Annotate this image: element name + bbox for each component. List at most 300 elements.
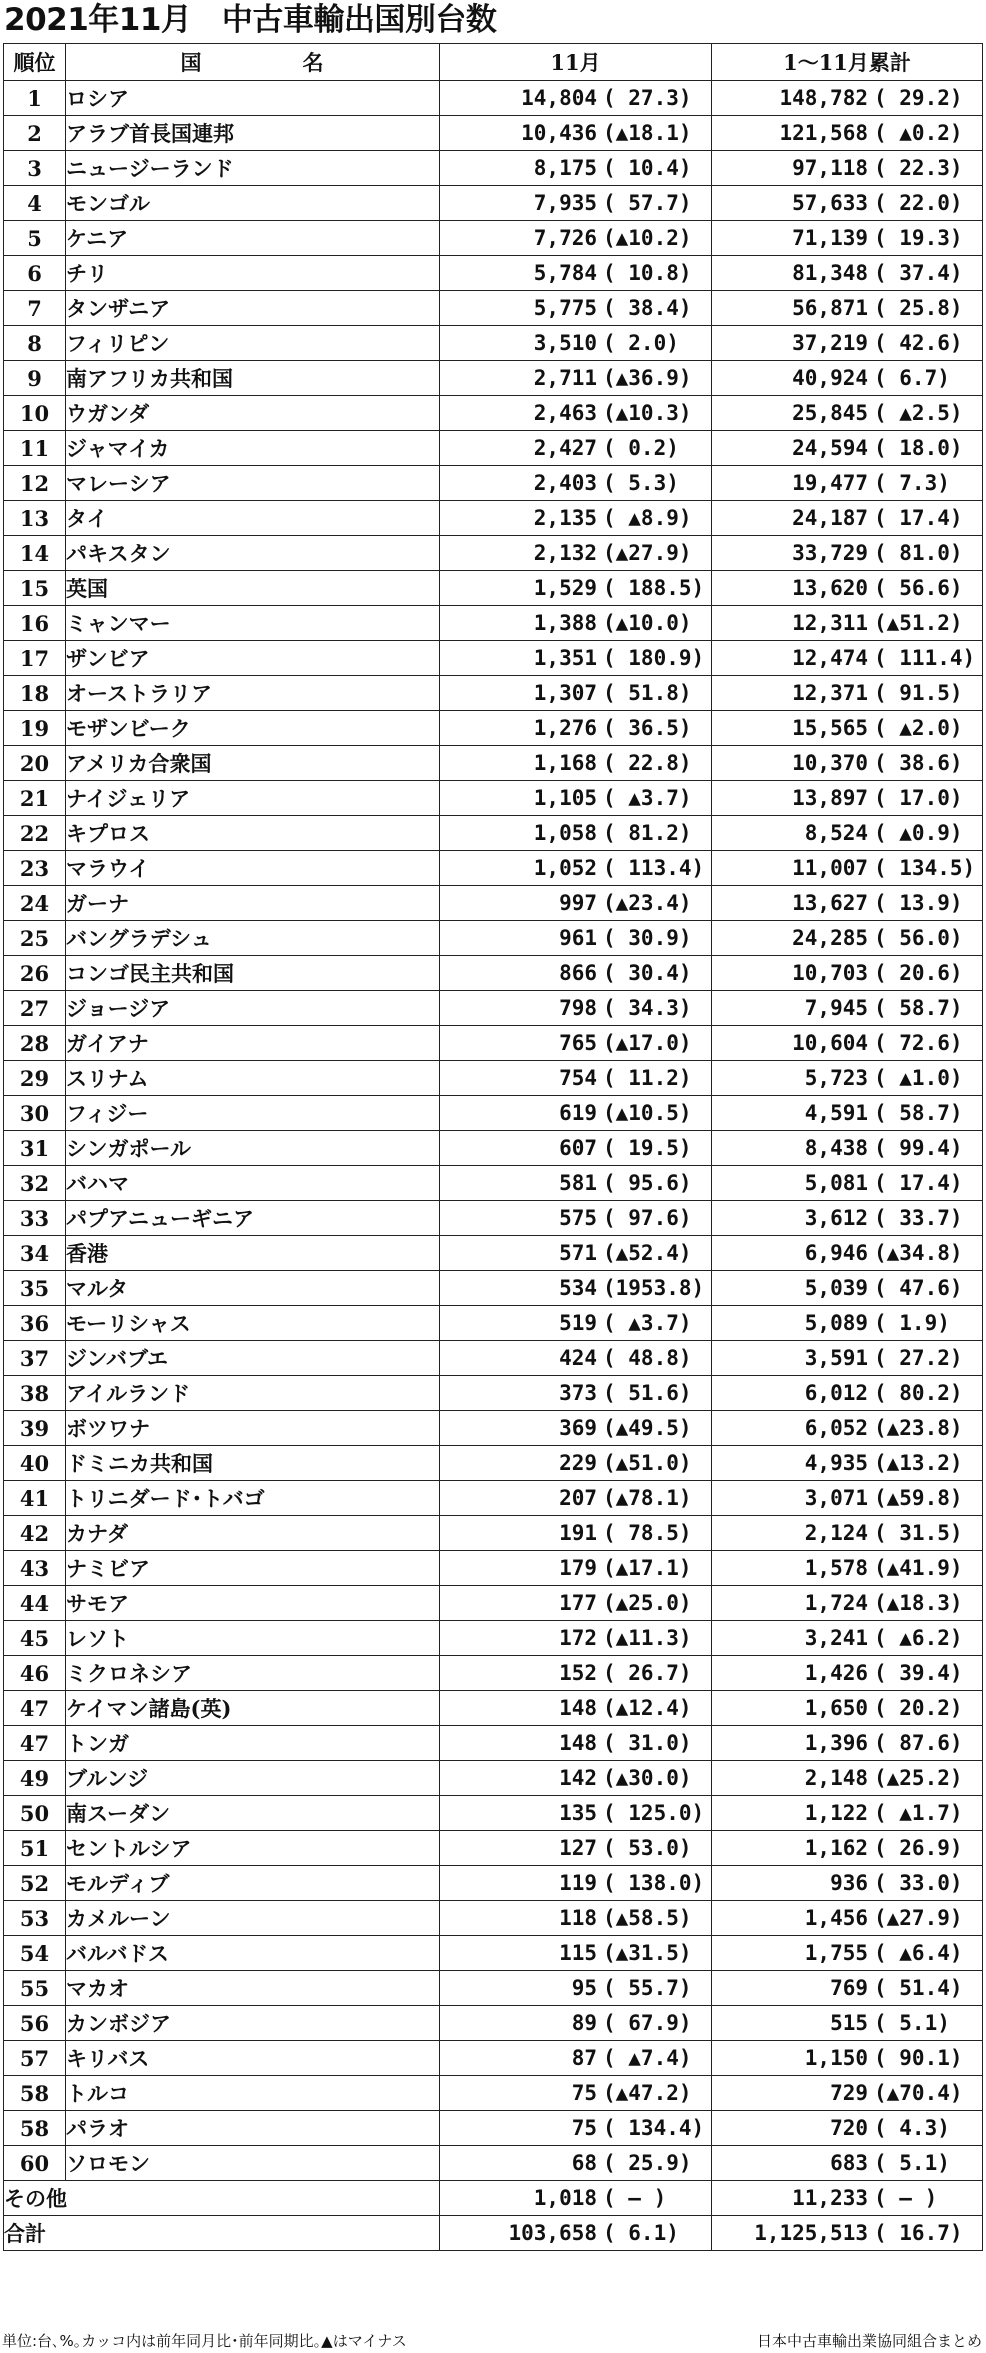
ytd-pct: ( 58.7) <box>874 1101 963 1125</box>
month-cell <box>440 291 712 326</box>
month-cell <box>440 536 712 571</box>
others-month-pct: ( ― ) <box>603 2186 667 2210</box>
month-value: 75 <box>571 2116 597 2140</box>
rank-cell: 46 <box>4 1656 66 1691</box>
month-value: 172 <box>559 1626 597 1650</box>
others-ytd-pct: ( ― ) <box>874 2186 938 2210</box>
table-row <box>4 1586 983 1621</box>
ytd-value: 121,568 <box>779 121 868 145</box>
month-pct: (▲31.5) <box>603 1941 692 1965</box>
month-value: 1,529 <box>533 576 597 600</box>
table-row <box>4 1271 983 1306</box>
month-cell <box>440 221 712 256</box>
rank-cell: 6 <box>4 256 66 291</box>
month-value: 118 <box>559 1906 597 1930</box>
country-cell: バングラデシュ <box>66 921 440 956</box>
month-cell <box>440 1306 712 1341</box>
ytd-value: 13,620 <box>792 576 868 600</box>
rank-cell: 34 <box>4 1236 66 1271</box>
header-rank: 順位 <box>4 44 66 81</box>
ytd-pct: (▲59.8) <box>874 1486 963 1510</box>
ytd-cell <box>712 571 983 606</box>
month-cell <box>440 2111 712 2146</box>
ytd-value: 10,370 <box>792 751 868 775</box>
rank-cell: 25 <box>4 921 66 956</box>
table-row <box>4 1901 983 1936</box>
ytd-cell <box>712 606 983 641</box>
ytd-value: 2,124 <box>804 1521 868 1545</box>
rank-cell: 13 <box>4 501 66 536</box>
ytd-cell <box>712 1481 983 1516</box>
ytd-cell <box>712 1096 983 1131</box>
rank-cell: 9 <box>4 361 66 396</box>
month-pct: ( 11.2) <box>603 1066 692 1090</box>
month-cell <box>440 1376 712 1411</box>
country-cell: ナイジェリア <box>66 781 440 816</box>
total-ytd-pct: ( 16.7) <box>874 2221 963 2245</box>
month-value: 148 <box>559 1731 597 1755</box>
ytd-value: 148,782 <box>779 86 868 110</box>
country-cell: 英国 <box>66 571 440 606</box>
country-cell: 南スーダン <box>66 1796 440 1831</box>
table-row <box>4 431 983 466</box>
table-row <box>4 1026 983 1061</box>
ytd-pct: ( 111.4) <box>874 646 976 670</box>
month-pct: (▲17.1) <box>603 1556 692 1580</box>
ytd-value: 56,871 <box>792 296 868 320</box>
table-row <box>4 2006 983 2041</box>
ytd-value: 13,897 <box>792 786 868 810</box>
table-body <box>4 81 983 2181</box>
month-cell <box>440 2076 712 2111</box>
rank-cell: 15 <box>4 571 66 606</box>
ytd-cell <box>712 431 983 466</box>
month-pct: ( 125.0) <box>603 1801 705 1825</box>
rank-cell: 54 <box>4 1936 66 1971</box>
others-ytd <box>712 2181 983 2216</box>
table-row <box>4 81 983 116</box>
country-cell: ミクロネシア <box>66 1656 440 1691</box>
others-label: その他 <box>4 2181 440 2216</box>
month-pct: ( 10.4) <box>603 156 692 180</box>
month-cell <box>440 256 712 291</box>
month-cell <box>440 151 712 186</box>
month-cell <box>440 431 712 466</box>
total-ytd-value: 1,125,513 <box>754 2221 868 2245</box>
ytd-pct: ( 134.5) <box>874 856 976 880</box>
ytd-pct: ( 22.3) <box>874 156 963 180</box>
rank-cell: 39 <box>4 1411 66 1446</box>
country-cell: ジンバブエ <box>66 1341 440 1376</box>
month-cell <box>440 2146 712 2181</box>
country-cell: タイ <box>66 501 440 536</box>
rank-cell: 44 <box>4 1586 66 1621</box>
table-row <box>4 676 983 711</box>
month-value: 7,726 <box>533 226 597 250</box>
table-row <box>4 711 983 746</box>
ytd-pct: ( 6.7) <box>874 366 950 390</box>
ytd-cell <box>712 2146 983 2181</box>
ytd-pct: (▲41.9) <box>874 1556 963 1580</box>
rank-cell: 58 <box>4 2076 66 2111</box>
month-value: 575 <box>559 1206 597 1230</box>
month-pct: ( 51.6) <box>603 1381 692 1405</box>
table-row <box>4 1236 983 1271</box>
country-cell: キリバス <box>66 2041 440 2076</box>
ytd-value: 6,012 <box>804 1381 868 1405</box>
table-row <box>4 2146 983 2181</box>
ytd-cell <box>712 1376 983 1411</box>
month-cell <box>440 1796 712 1831</box>
month-pct: ( 0.2) <box>603 436 679 460</box>
ytd-value: 936 <box>830 1871 868 1895</box>
ytd-pct: ( ▲1.0) <box>874 1066 963 1090</box>
rank-cell: 45 <box>4 1621 66 1656</box>
country-cell: コンゴ民主共和国 <box>66 956 440 991</box>
country-cell: モザンビーク <box>66 711 440 746</box>
ytd-value: 515 <box>830 2011 868 2035</box>
month-pct: (▲17.0) <box>603 1031 692 1055</box>
table-row <box>4 571 983 606</box>
month-pct: ( 95.6) <box>603 1171 692 1195</box>
month-pct: ( 5.3) <box>603 471 679 495</box>
table-row <box>4 1481 983 1516</box>
table-row <box>4 991 983 1026</box>
month-value: 866 <box>559 961 597 985</box>
header-country-b: 名 <box>302 50 325 75</box>
table-row <box>4 1831 983 1866</box>
month-cell <box>440 1761 712 1796</box>
ytd-pct: (▲25.2) <box>874 1766 963 1790</box>
ytd-cell <box>712 851 983 886</box>
rank-cell: 16 <box>4 606 66 641</box>
month-pct: ( 26.7) <box>603 1661 692 1685</box>
table-row <box>4 186 983 221</box>
total-ytd <box>712 2216 983 2251</box>
month-cell <box>440 1411 712 1446</box>
table-row <box>4 2111 983 2146</box>
ytd-pct: ( 17.4) <box>874 506 963 530</box>
ytd-value: 40,924 <box>792 366 868 390</box>
ytd-pct: (▲34.8) <box>874 1241 963 1265</box>
ytd-value: 13,627 <box>792 891 868 915</box>
ytd-value: 19,477 <box>792 471 868 495</box>
ytd-pct: (▲27.9) <box>874 1906 963 1930</box>
rank-cell: 18 <box>4 676 66 711</box>
country-cell: セントルシア <box>66 1831 440 1866</box>
ytd-cell <box>712 1131 983 1166</box>
rank-cell: 42 <box>4 1516 66 1551</box>
ytd-cell <box>712 1516 983 1551</box>
month-cell <box>440 1096 712 1131</box>
ytd-value: 57,633 <box>792 191 868 215</box>
others-month-value: 1,018 <box>533 2186 597 2210</box>
month-value: 1,105 <box>533 786 597 810</box>
month-pct: (▲23.4) <box>603 891 692 915</box>
month-cell <box>440 991 712 1026</box>
month-value: 765 <box>559 1031 597 1055</box>
month-cell <box>440 81 712 116</box>
month-value: 5,784 <box>533 261 597 285</box>
ytd-cell <box>712 641 983 676</box>
month-pct: ( 97.6) <box>603 1206 692 1230</box>
month-value: 1,058 <box>533 821 597 845</box>
ytd-cell <box>712 816 983 851</box>
month-value: 571 <box>559 1241 597 1265</box>
month-pct: (▲58.5) <box>603 1906 692 1930</box>
rank-cell: 27 <box>4 991 66 1026</box>
month-pct: (▲51.0) <box>603 1451 692 1475</box>
ytd-pct: ( 38.6) <box>874 751 963 775</box>
country-cell: フィリピン <box>66 326 440 361</box>
ytd-cell <box>712 1691 983 1726</box>
rank-cell: 51 <box>4 1831 66 1866</box>
ytd-value: 81,348 <box>792 261 868 285</box>
ytd-pct: ( 90.1) <box>874 2046 963 2070</box>
ytd-cell <box>712 291 983 326</box>
table-row <box>4 1551 983 1586</box>
month-value: 1,276 <box>533 716 597 740</box>
header-month: 11月 <box>440 44 712 81</box>
month-pct: (1953.8) <box>603 1276 705 1300</box>
ytd-value: 10,703 <box>792 961 868 985</box>
month-cell <box>440 956 712 991</box>
month-cell <box>440 186 712 221</box>
ytd-value: 1,150 <box>804 2046 868 2070</box>
ytd-value: 1,426 <box>804 1661 868 1685</box>
month-value: 607 <box>559 1136 597 1160</box>
ytd-cell <box>712 1306 983 1341</box>
table-row <box>4 1936 983 1971</box>
country-cell: 南アフリカ共和国 <box>66 361 440 396</box>
month-pct: ( 38.4) <box>603 296 692 320</box>
month-pct: ( 19.5) <box>603 1136 692 1160</box>
rank-cell: 49 <box>4 1761 66 1796</box>
table-row <box>4 326 983 361</box>
month-pct: ( 55.7) <box>603 1976 692 2000</box>
country-cell: ドミニカ共和国 <box>66 1446 440 1481</box>
month-pct: ( 48.8) <box>603 1346 692 1370</box>
table-row <box>4 116 983 151</box>
month-value: 14,804 <box>521 86 597 110</box>
ytd-cell <box>712 536 983 571</box>
month-cell <box>440 1586 712 1621</box>
rank-cell: 53 <box>4 1901 66 1936</box>
month-pct: ( 36.5) <box>603 716 692 740</box>
ytd-value: 5,723 <box>804 1066 868 1090</box>
ytd-pct: ( 37.4) <box>874 261 963 285</box>
table-row <box>4 1306 983 1341</box>
month-pct: (▲11.3) <box>603 1626 692 1650</box>
month-cell <box>440 466 712 501</box>
ytd-pct: ( 19.3) <box>874 226 963 250</box>
ytd-value: 6,052 <box>804 1416 868 1440</box>
rank-cell: 58 <box>4 2111 66 2146</box>
ytd-cell <box>712 396 983 431</box>
table-row <box>4 1796 983 1831</box>
table-row <box>4 536 983 571</box>
ytd-cell <box>712 1656 983 1691</box>
ytd-pct: ( 4.3) <box>874 2116 950 2140</box>
month-value: 754 <box>559 1066 597 1090</box>
table-row <box>4 1061 983 1096</box>
ytd-cell <box>712 1236 983 1271</box>
rank-cell: 41 <box>4 1481 66 1516</box>
month-value: 95 <box>571 1976 597 2000</box>
ytd-value: 24,285 <box>792 926 868 950</box>
ytd-pct: ( 17.0) <box>874 786 963 810</box>
country-cell: ソロモン <box>66 2146 440 2181</box>
export-table <box>3 43 983 2251</box>
country-cell: トルコ <box>66 2076 440 2111</box>
country-cell: パラオ <box>66 2111 440 2146</box>
month-cell <box>440 1131 712 1166</box>
month-cell <box>440 1866 712 1901</box>
ytd-pct: ( 13.9) <box>874 891 963 915</box>
month-value: 373 <box>559 1381 597 1405</box>
rank-cell: 28 <box>4 1026 66 1061</box>
month-pct: (▲10.0) <box>603 611 692 635</box>
ytd-cell <box>712 746 983 781</box>
country-cell: パプアニューギニア <box>66 1201 440 1236</box>
others-row <box>4 2181 983 2216</box>
ytd-pct: ( 81.0) <box>874 541 963 565</box>
month-cell <box>440 641 712 676</box>
month-pct: (▲78.1) <box>603 1486 692 1510</box>
ytd-cell <box>712 1971 983 2006</box>
ytd-pct: ( 42.6) <box>874 331 963 355</box>
table-row <box>4 2041 983 2076</box>
rank-cell: 1 <box>4 81 66 116</box>
rank-cell: 36 <box>4 1306 66 1341</box>
month-pct: ( 31.0) <box>603 1731 692 1755</box>
month-pct: ( 30.4) <box>603 961 692 985</box>
month-value: 191 <box>559 1521 597 1545</box>
month-cell <box>440 1901 712 1936</box>
month-cell <box>440 1481 712 1516</box>
ytd-cell <box>712 2041 983 2076</box>
rank-cell: 7 <box>4 291 66 326</box>
rank-cell: 29 <box>4 1061 66 1096</box>
table-row <box>4 816 983 851</box>
month-pct: ( 53.0) <box>603 1836 692 1860</box>
rank-cell: 50 <box>4 1796 66 1831</box>
country-cell: ジャマイカ <box>66 431 440 466</box>
ytd-pct: ( 5.1) <box>874 2151 950 2175</box>
month-cell <box>440 1446 712 1481</box>
ytd-value: 683 <box>830 2151 868 2175</box>
table-row <box>4 886 983 921</box>
month-pct: (▲36.9) <box>603 366 692 390</box>
ytd-pct: ( ▲0.9) <box>874 821 963 845</box>
country-cell: バハマ <box>66 1166 440 1201</box>
month-pct: ( ▲8.9) <box>603 506 692 530</box>
month-cell <box>440 2006 712 2041</box>
month-value: 1,388 <box>533 611 597 635</box>
ytd-cell <box>712 186 983 221</box>
table-row <box>4 1761 983 1796</box>
ytd-cell <box>712 116 983 151</box>
month-pct: (▲18.1) <box>603 121 692 145</box>
country-cell: ケニア <box>66 221 440 256</box>
ytd-pct: ( 5.1) <box>874 2011 950 2035</box>
month-value: 10,436 <box>521 121 597 145</box>
rank-cell: 35 <box>4 1271 66 1306</box>
ytd-value: 10,604 <box>792 1031 868 1055</box>
rank-cell: 26 <box>4 956 66 991</box>
ytd-value: 24,187 <box>792 506 868 530</box>
month-value: 152 <box>559 1661 597 1685</box>
country-cell: ジョージア <box>66 991 440 1026</box>
month-pct: (▲47.2) <box>603 2081 692 2105</box>
ytd-pct: (▲18.3) <box>874 1591 963 1615</box>
month-pct: (▲10.5) <box>603 1101 692 1125</box>
country-cell: サモア <box>66 1586 440 1621</box>
page-title: 2021年11月 中古車輸出国別台数 <box>4 2 497 38</box>
month-cell <box>440 1061 712 1096</box>
country-cell: ニュージーランド <box>66 151 440 186</box>
ytd-pct: ( 56.0) <box>874 926 963 950</box>
ytd-value: 5,089 <box>804 1311 868 1335</box>
country-cell: ケイマン諸島(英) <box>66 1691 440 1726</box>
table-row <box>4 1516 983 1551</box>
others-month <box>440 2181 712 2216</box>
table-row <box>4 501 983 536</box>
rank-cell: 30 <box>4 1096 66 1131</box>
ytd-pct: ( 56.6) <box>874 576 963 600</box>
month-value: 534 <box>559 1276 597 1300</box>
country-cell: ガイアナ <box>66 1026 440 1061</box>
ytd-value: 769 <box>830 1976 868 2000</box>
month-cell <box>440 326 712 361</box>
ytd-pct: ( ▲6.2) <box>874 1626 963 1650</box>
rank-cell: 10 <box>4 396 66 431</box>
month-pct: (▲25.0) <box>603 1591 692 1615</box>
table-row <box>4 256 983 291</box>
ytd-pct: ( 29.2) <box>874 86 963 110</box>
ytd-cell <box>712 81 983 116</box>
total-row <box>4 2216 983 2251</box>
ytd-cell <box>712 1901 983 1936</box>
ytd-value: 12,311 <box>792 611 868 635</box>
ytd-value: 24,594 <box>792 436 868 460</box>
country-cell: モーリシャス <box>66 1306 440 1341</box>
country-cell: マルタ <box>66 1271 440 1306</box>
rank-cell: 23 <box>4 851 66 886</box>
table-row <box>4 361 983 396</box>
month-cell <box>440 676 712 711</box>
rank-cell: 55 <box>4 1971 66 2006</box>
ytd-pct: ( 18.0) <box>874 436 963 460</box>
month-cell <box>440 1271 712 1306</box>
ytd-value: 720 <box>830 2116 868 2140</box>
rank-cell: 56 <box>4 2006 66 2041</box>
country-cell: アラブ首長国連邦 <box>66 116 440 151</box>
table-row <box>4 1376 983 1411</box>
month-cell <box>440 361 712 396</box>
table-row <box>4 921 983 956</box>
footnote: 単位:台､%｡カッコ内は前年同月比･前年同期比｡▲はマイナス <box>2 2332 407 2350</box>
ytd-cell <box>712 2006 983 2041</box>
month-cell <box>440 781 712 816</box>
month-cell <box>440 571 712 606</box>
month-cell <box>440 116 712 151</box>
month-value: 798 <box>559 996 597 1020</box>
ytd-value: 1,396 <box>804 1731 868 1755</box>
ytd-value: 6,946 <box>804 1241 868 1265</box>
ytd-pct: ( ▲2.5) <box>874 401 963 425</box>
ytd-value: 2,148 <box>804 1766 868 1790</box>
